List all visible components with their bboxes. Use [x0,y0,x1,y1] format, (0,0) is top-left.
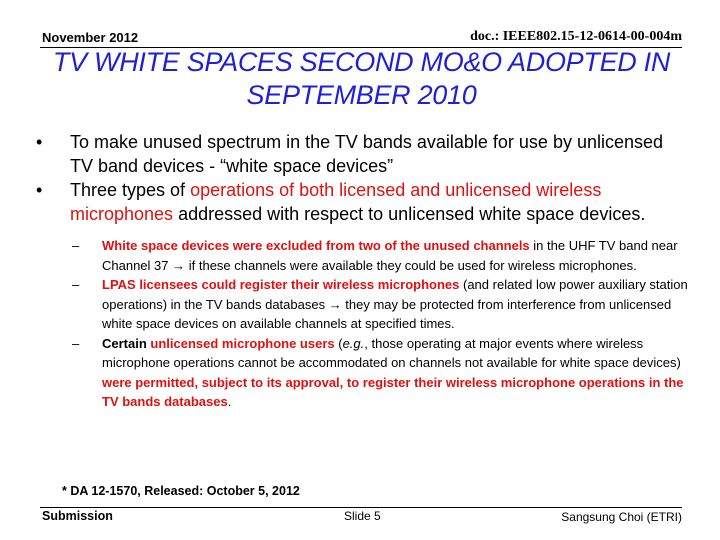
sub-bullet-item [68,334,688,412]
sub-bullet-text: , those operating at major events where wireless microphone operations cannot be accommodated on channels not available for white space devices) [102,335,681,370]
slide-number: Slide 5 [344,509,381,523]
footer-author: Sangsung Choi (ETRI) [561,510,682,524]
bullet-marker: • [36,180,43,200]
bullet-text: Three types of [70,180,191,200]
sub-bullet-marker: – [72,238,80,253]
sub-bullet-emphasis-text: LPAS licensees could register their wireless microphones [102,277,460,292]
footnote: * DA 12-1570, Released: October 5, 2012 [62,484,300,498]
sub-bullet-item [68,236,688,275]
slide-title-line-2: SEPTEMBER 2010 [246,80,477,110]
bullet-marker: • [36,132,43,152]
slide-title-line-1: TV WHITE SPACES SECOND MO&O ADOPTED IN [52,47,671,77]
sub-bullet-marker: – [72,335,80,351]
sub-bullet-emphasis-text: were permitted, subject to its approval, to register their wireless microphone operations in the TV bands databases [102,374,684,409]
sub-bullet-marker: – [72,277,80,292]
sub-bullet-item [68,275,688,334]
bullet-emphasis-text: operations of both licensed and unlicensed wireless microphones [70,180,602,224]
main-bullet-list [28,130,688,226]
slide-title [40,46,683,112]
sub-bullet-list [68,236,688,412]
sub-bullet-text: they may be protected from interference from unlicensed white space devices on available channels at specified times. [102,296,672,331]
sub-bullet-italic-text: e.g. [342,335,365,351]
arrow-icon: → [328,296,342,312]
sub-bullet-text: (and related low power auxiliary station operations) in the TV bands databases [102,277,688,312]
footer-divider [40,507,682,508]
footer-submission: Submission [42,509,113,523]
header-date: November 2012 [42,30,139,45]
header-doc-id: doc.: IEEE802.15-12-0614-00-004m [470,29,682,44]
sub-bullet-emphasis-text: White space devices were excluded from two of the unused channels [102,238,530,253]
sub-bullet-text: if these channels were available they could be used for wireless microphones. [185,257,637,273]
bullet-item [28,178,688,226]
sub-bullet-bold-text: Certain [102,335,151,351]
bullet-text: addressed with respect to unlicensed white space devices. [173,204,646,224]
bullet-item [28,130,688,178]
bullet-text: To make unused spectrum in the TV bands available for use by unlicensed TV band devices - “white space devices” [70,132,664,176]
arrow-icon: → [172,257,186,273]
sub-bullet-text: in the UHF TV band near Channel 37 [102,238,678,273]
sub-bullet-emphasis-text: unlicensed microphone users [150,335,335,351]
sub-bullet-text: ( [334,335,343,351]
sub-bullet-text: . [227,394,232,409]
